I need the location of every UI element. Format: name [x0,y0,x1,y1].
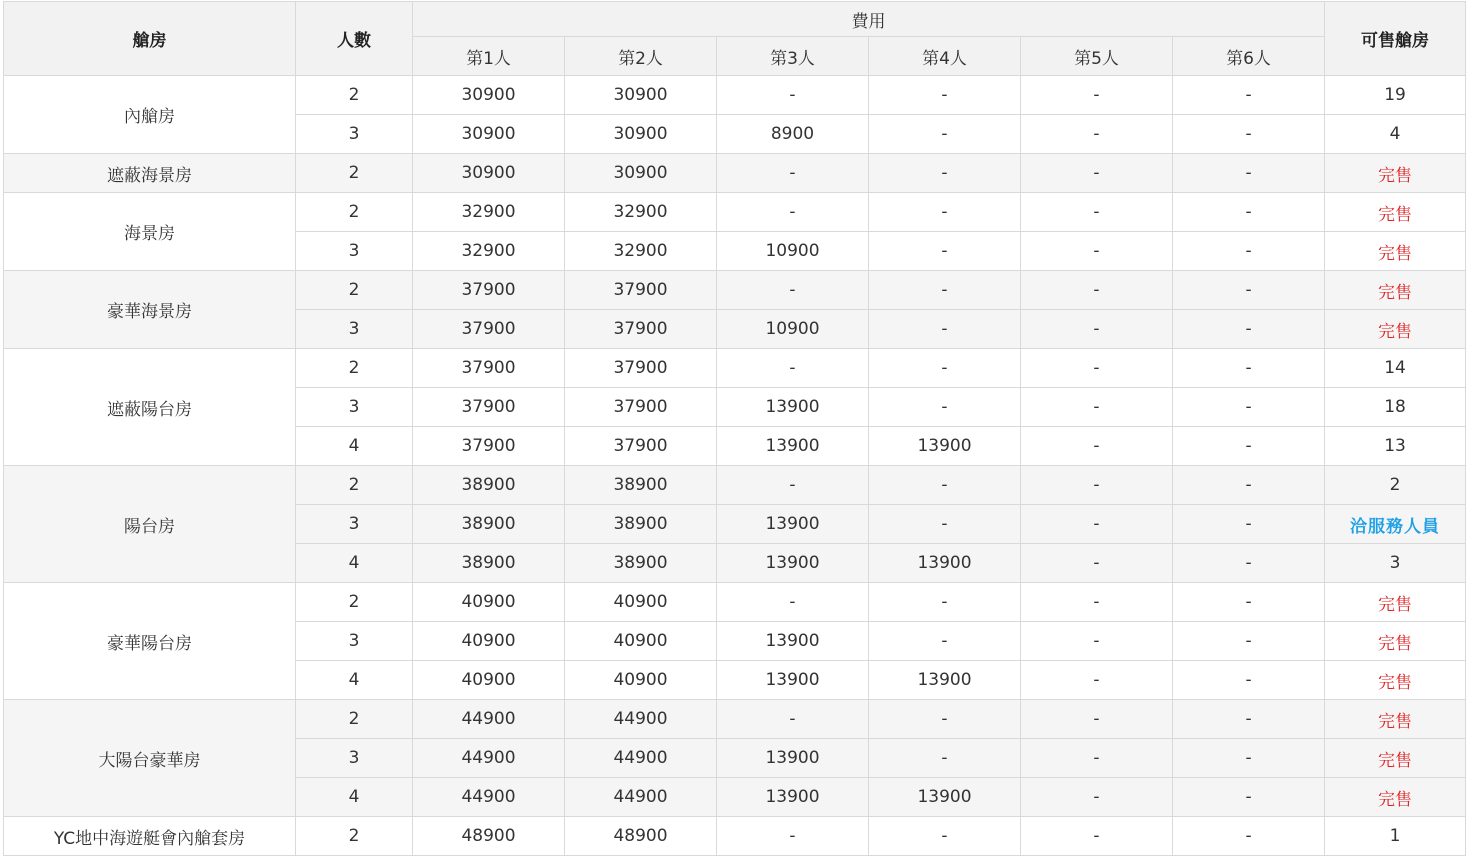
people-count-cell: 4 [296,427,413,466]
header-available: 可售艙房 [1325,2,1466,76]
fee-cell-person-1: 37900 [413,427,565,466]
contact-staff-link[interactable]: 洽服務人員 [1325,505,1466,544]
fee-cell-person-6: - [1173,310,1325,349]
fee-cell-person-1: 40900 [413,583,565,622]
people-count-cell: 2 [296,271,413,310]
fee-cell-person-5: - [1021,661,1173,700]
cabin-name-cell: 內艙房 [4,76,296,154]
sold-out-label: 完售 [1325,661,1466,700]
people-count-cell: 2 [296,76,413,115]
sold-out-label: 完售 [1325,232,1466,271]
table-row [4,154,1466,193]
fee-cell-person-5: - [1021,583,1173,622]
header-person-2: 第2人 [565,37,717,76]
fee-cell-person-4: - [869,466,1021,505]
fee-cell-person-4: - [869,583,1021,622]
people-count-cell: 4 [296,778,413,817]
fee-cell-person-4: 13900 [869,661,1021,700]
fee-cell-person-4: 13900 [869,427,1021,466]
cabin-name-cell: 大陽台豪華房 [4,700,296,817]
fee-cell-person-5: - [1021,778,1173,817]
fee-cell-person-1: 48900 [413,817,565,856]
fee-cell-person-4: - [869,700,1021,739]
table-row [4,349,1466,388]
fee-cell-person-1: 37900 [413,310,565,349]
fee-cell-person-2: 40900 [565,583,717,622]
fee-cell-person-2: 40900 [565,622,717,661]
fee-cell-person-1: 30900 [413,154,565,193]
header-person-1: 第1人 [413,37,565,76]
fee-cell-person-3: 8900 [717,115,869,154]
fee-cell-person-1: 30900 [413,115,565,154]
fee-cell-person-4: - [869,388,1021,427]
fee-cell-person-6: - [1173,427,1325,466]
fee-cell-person-5: - [1021,232,1173,271]
fee-cell-person-4: - [869,505,1021,544]
fee-cell-person-1: 37900 [413,271,565,310]
fee-cell-person-1: 38900 [413,544,565,583]
fee-cell-person-2: 30900 [565,154,717,193]
available-count-cell: 13 [1325,427,1466,466]
people-count-cell: 2 [296,466,413,505]
fee-cell-person-4: - [869,115,1021,154]
cabin-name-cell: 豪華海景房 [4,271,296,349]
fee-cell-person-1: 38900 [413,466,565,505]
fee-cell-person-5: - [1021,388,1173,427]
table-row [4,76,1466,115]
fee-cell-person-3: - [717,466,869,505]
fee-cell-person-6: - [1173,76,1325,115]
people-count-cell: 3 [296,232,413,271]
available-count-cell: 18 [1325,388,1466,427]
people-count-cell: 2 [296,583,413,622]
people-count-cell: 3 [296,622,413,661]
header-people: 人數 [296,2,413,76]
sold-out-label: 完售 [1325,310,1466,349]
people-count-cell: 3 [296,388,413,427]
fee-cell-person-1: 30900 [413,76,565,115]
cabin-name-cell: 豪華陽台房 [4,583,296,700]
people-count-cell: 3 [296,505,413,544]
table-row [4,466,1466,505]
people-count-cell: 3 [296,739,413,778]
fee-cell-person-2: 37900 [565,310,717,349]
people-count-cell: 4 [296,661,413,700]
people-count-cell: 2 [296,154,413,193]
fee-cell-person-1: 44900 [413,700,565,739]
fee-cell-person-2: 38900 [565,544,717,583]
fee-cell-person-4: - [869,349,1021,388]
fee-cell-person-1: 37900 [413,388,565,427]
table-row [4,193,1466,232]
fee-cell-person-2: 32900 [565,232,717,271]
fee-cell-person-6: - [1173,622,1325,661]
fee-cell-person-1: 40900 [413,661,565,700]
fee-cell-person-6: - [1173,466,1325,505]
table-row [4,271,1466,310]
sold-out-label: 完售 [1325,154,1466,193]
fee-cell-person-3: - [717,271,869,310]
available-count-cell: 2 [1325,466,1466,505]
header-cabin: 艙房 [4,2,296,76]
fee-cell-person-2: 30900 [565,76,717,115]
fee-cell-person-6: - [1173,349,1325,388]
fee-cell-person-5: - [1021,310,1173,349]
fee-cell-person-6: - [1173,115,1325,154]
fee-cell-person-3: 13900 [717,388,869,427]
fee-cell-person-3: 10900 [717,310,869,349]
fee-cell-person-4: - [869,193,1021,232]
fee-cell-person-2: 37900 [565,427,717,466]
available-count-cell: 1 [1325,817,1466,856]
fee-cell-person-1: 32900 [413,232,565,271]
fee-cell-person-2: 44900 [565,700,717,739]
fee-cell-person-3: 13900 [717,739,869,778]
fee-cell-person-1: 37900 [413,349,565,388]
header-person-3: 第3人 [717,37,869,76]
fee-cell-person-2: 30900 [565,115,717,154]
fee-cell-person-2: 44900 [565,778,717,817]
fee-cell-person-5: - [1021,193,1173,232]
fee-cell-person-2: 40900 [565,661,717,700]
sold-out-label: 完售 [1325,622,1466,661]
fee-cell-person-6: - [1173,583,1325,622]
fee-cell-person-3: - [717,154,869,193]
fee-cell-person-4: - [869,76,1021,115]
available-count-cell: 4 [1325,115,1466,154]
fee-cell-person-5: - [1021,544,1173,583]
cabin-name-cell: 遮蔽陽台房 [4,349,296,466]
table-body [4,76,1466,856]
available-count-cell: 3 [1325,544,1466,583]
fee-cell-person-5: - [1021,427,1173,466]
fee-cell-person-4: 13900 [869,778,1021,817]
fee-cell-person-6: - [1173,505,1325,544]
sold-out-label: 完售 [1325,778,1466,817]
fee-cell-person-1: 38900 [413,505,565,544]
fee-cell-person-2: 37900 [565,349,717,388]
fee-cell-person-3: 10900 [717,232,869,271]
fee-cell-person-5: - [1021,271,1173,310]
fee-cell-person-3: - [717,349,869,388]
fee-cell-person-5: - [1021,154,1173,193]
fee-cell-person-3: - [717,700,869,739]
fee-cell-person-5: - [1021,76,1173,115]
people-count-cell: 4 [296,544,413,583]
fee-cell-person-1: 40900 [413,622,565,661]
sold-out-label: 完售 [1325,739,1466,778]
fee-cell-person-4: - [869,622,1021,661]
fee-cell-person-6: - [1173,700,1325,739]
fee-cell-person-6: - [1173,778,1325,817]
people-count-cell: 2 [296,817,413,856]
people-count-cell: 2 [296,193,413,232]
header-fee: 費用 [413,2,1325,37]
cabin-name-cell: 陽台房 [4,466,296,583]
fee-cell-person-4: - [869,154,1021,193]
fee-cell-person-2: 38900 [565,466,717,505]
available-count-cell: 19 [1325,76,1466,115]
fee-cell-person-3: - [717,817,869,856]
fee-cell-person-3: 13900 [717,661,869,700]
people-count-cell: 2 [296,349,413,388]
fee-cell-person-5: - [1021,817,1173,856]
cabin-price-table [3,1,1466,856]
fee-cell-person-4: - [869,271,1021,310]
fee-cell-person-2: 48900 [565,817,717,856]
fee-cell-person-5: - [1021,349,1173,388]
people-count-cell: 3 [296,310,413,349]
fee-cell-person-5: - [1021,622,1173,661]
fee-cell-person-3: 13900 [717,622,869,661]
fee-cell-person-6: - [1173,193,1325,232]
header-person-4: 第4人 [869,37,1021,76]
fee-cell-person-1: 44900 [413,739,565,778]
fee-cell-person-6: - [1173,388,1325,427]
cabin-name-cell: YC地中海遊艇會內艙套房 [4,817,296,856]
fee-cell-person-4: - [869,817,1021,856]
fee-cell-person-4: - [869,310,1021,349]
fee-cell-person-2: 44900 [565,739,717,778]
table-header [4,2,1466,76]
available-count-cell: 14 [1325,349,1466,388]
fee-cell-person-1: 44900 [413,778,565,817]
fee-cell-person-3: - [717,583,869,622]
fee-cell-person-4: - [869,739,1021,778]
sold-out-label: 完售 [1325,583,1466,622]
fee-cell-person-6: - [1173,544,1325,583]
header-person-6: 第6人 [1173,37,1325,76]
price-table-container [3,1,1466,856]
fee-cell-person-2: 32900 [565,193,717,232]
sold-out-label: 完售 [1325,193,1466,232]
fee-cell-person-6: - [1173,232,1325,271]
table-row [4,583,1466,622]
people-count-cell: 2 [296,700,413,739]
fee-cell-person-6: - [1173,661,1325,700]
fee-cell-person-1: 32900 [413,193,565,232]
fee-cell-person-2: 37900 [565,388,717,427]
fee-cell-person-5: - [1021,466,1173,505]
sold-out-label: 完售 [1325,271,1466,310]
people-count-cell: 3 [296,115,413,154]
header-person-5: 第5人 [1021,37,1173,76]
fee-cell-person-2: 37900 [565,271,717,310]
fee-cell-person-4: - [869,232,1021,271]
sold-out-label: 完售 [1325,700,1466,739]
fee-cell-person-6: - [1173,739,1325,778]
fee-cell-person-4: 13900 [869,544,1021,583]
fee-cell-person-3: 13900 [717,505,869,544]
fee-cell-person-2: 38900 [565,505,717,544]
fee-cell-person-6: - [1173,817,1325,856]
fee-cell-person-3: 13900 [717,427,869,466]
fee-cell-person-6: - [1173,271,1325,310]
fee-cell-person-6: - [1173,154,1325,193]
table-row [4,817,1466,856]
cabin-name-cell: 遮蔽海景房 [4,154,296,193]
table-row [4,700,1466,739]
fee-cell-person-3: - [717,76,869,115]
fee-cell-person-5: - [1021,505,1173,544]
fee-cell-person-5: - [1021,739,1173,778]
fee-cell-person-3: - [717,193,869,232]
fee-cell-person-3: 13900 [717,544,869,583]
fee-cell-person-5: - [1021,115,1173,154]
cabin-name-cell: 海景房 [4,193,296,271]
fee-cell-person-5: - [1021,700,1173,739]
fee-cell-person-3: 13900 [717,778,869,817]
